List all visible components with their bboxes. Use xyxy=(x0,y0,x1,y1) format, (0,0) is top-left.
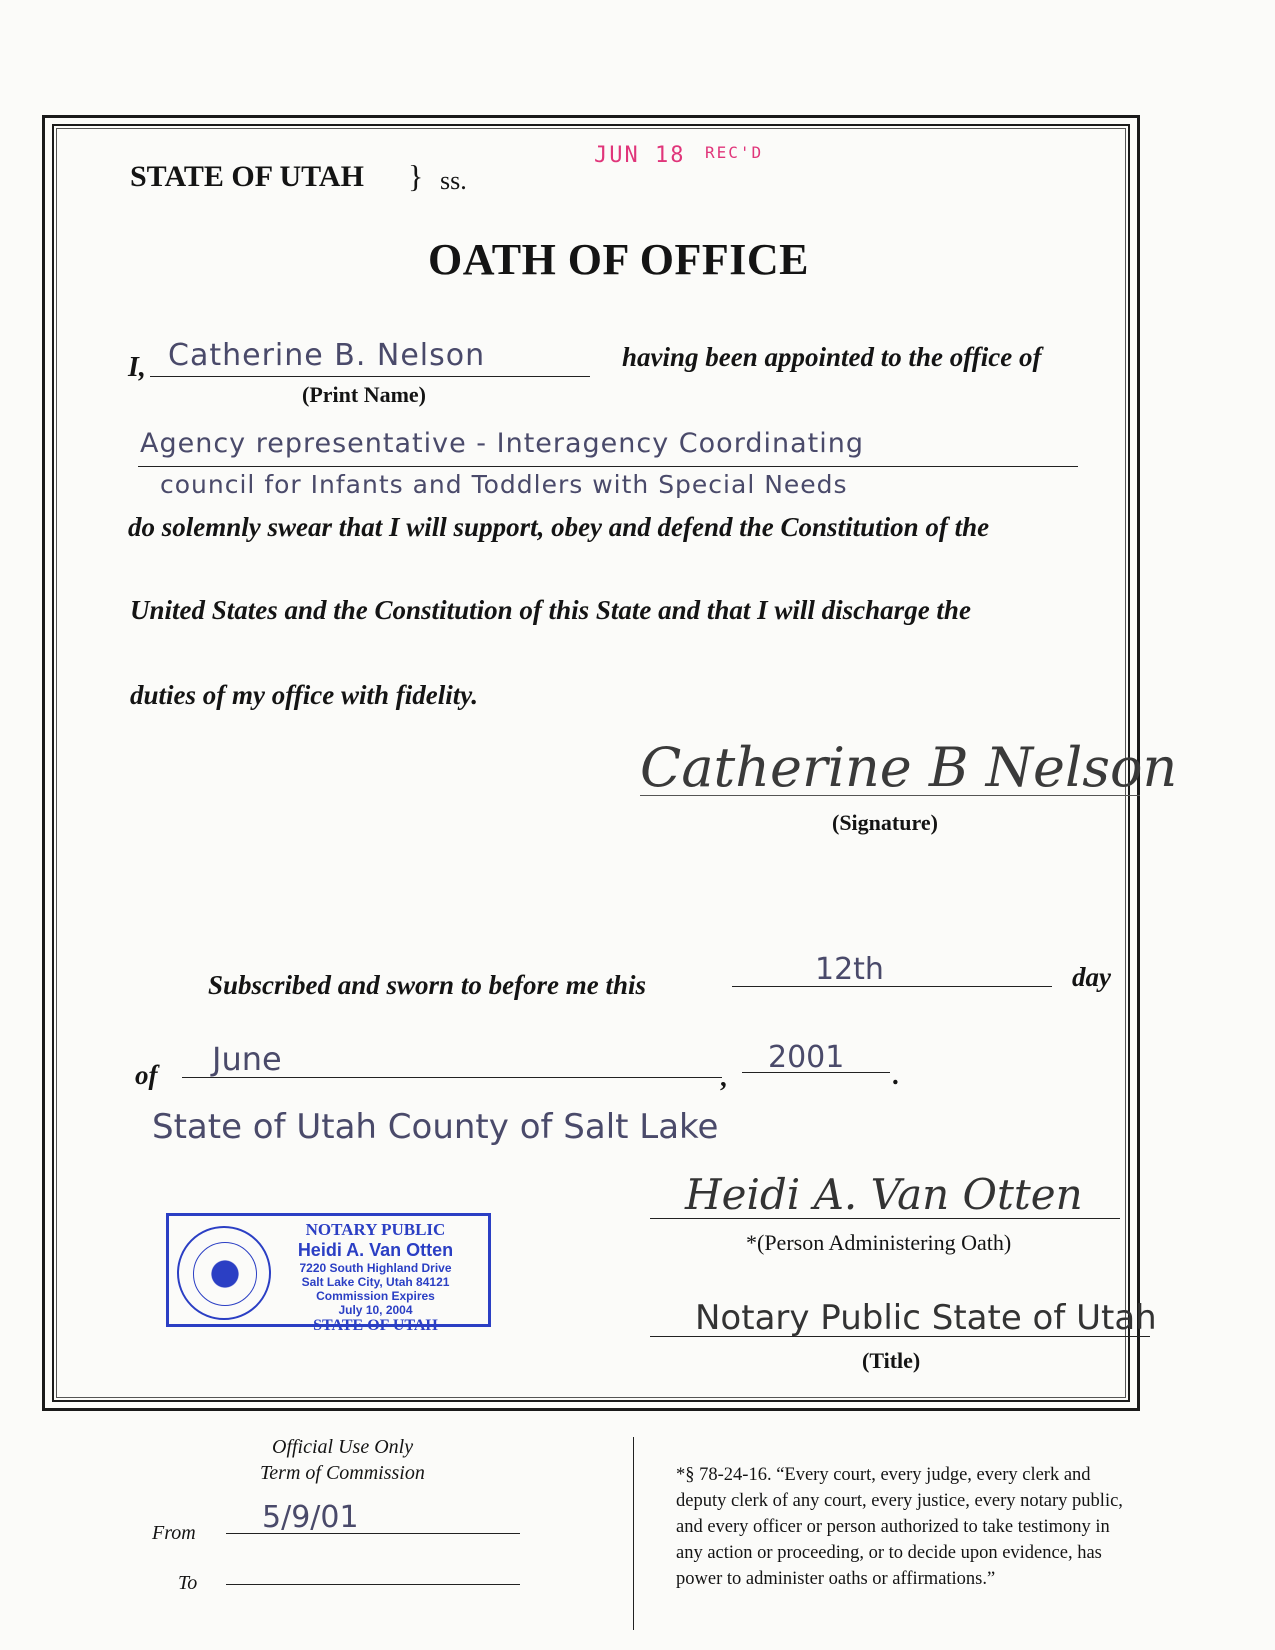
of-label: of xyxy=(135,1060,158,1090)
office-line xyxy=(138,466,1078,467)
print-name-line xyxy=(150,376,590,377)
title-handwritten: Notary Public State of Utah xyxy=(695,1298,1157,1338)
stamp-line-6: July 10, 2004 xyxy=(338,1303,413,1317)
signature-caption: (Signature) xyxy=(832,810,938,835)
state-heading: STATE OF UTAH xyxy=(130,160,364,193)
stamp-line-5: Commission Expires xyxy=(316,1289,435,1303)
divider-vertical xyxy=(633,1437,634,1630)
month-value: June xyxy=(212,1040,282,1078)
official-use-heading: Official Use Only xyxy=(272,1436,414,1458)
statute-line-5: power to administer oaths or affirmations.” xyxy=(676,1569,996,1589)
statute-note xyxy=(676,1462,1123,1592)
office-handwritten-line1: Agency representative - Interagency Coordinating xyxy=(140,428,864,459)
print-name-caption: (Print Name) xyxy=(302,382,427,407)
statute-line-3: and every officer or person authorized to take testimony in xyxy=(676,1517,1110,1537)
from-value: 5/9/01 xyxy=(262,1500,359,1535)
sworn-text: Subscribed and sworn to before me this xyxy=(208,970,647,1000)
statute-line-2: deputy clerk of any court, every justice, every notary public, xyxy=(676,1491,1123,1511)
received-stamp-date: JUN 18 xyxy=(594,143,686,168)
appointment-text: having been appointed to the office of xyxy=(622,342,1042,372)
administrator-signature: Heidi A. Van Otten xyxy=(685,1170,1083,1219)
statute-line-1: *§ 78-24-16. “Every court, every judge, every clerk and xyxy=(676,1465,1091,1485)
administrator-line xyxy=(650,1218,1120,1219)
received-stamp-label: REC'D xyxy=(705,143,764,162)
title-line xyxy=(650,1336,1150,1337)
year-comma: , xyxy=(720,1062,727,1092)
from-label: From xyxy=(152,1522,196,1544)
statute-line-4: any action or proceeding, or to decide upon evidence, has xyxy=(676,1543,1102,1563)
sworn-day-line xyxy=(732,986,1052,987)
to-label: To xyxy=(178,1572,198,1594)
stamp-line-4: Salt Lake City, Utah 84121 xyxy=(301,1275,450,1289)
stamp-line-7: STATE OF UTAH xyxy=(313,1317,438,1334)
administrator-caption: *(Person Administering Oath) xyxy=(746,1230,1012,1255)
year-line xyxy=(742,1072,890,1073)
sworn-day-label: day xyxy=(1072,962,1111,992)
stamp-line-3: 7220 South Highland Drive xyxy=(299,1261,452,1275)
term-heading: Term of Commission xyxy=(260,1462,425,1484)
notary-stamp xyxy=(166,1213,491,1334)
stamp-line-1: NOTARY PUBLIC xyxy=(305,1220,446,1239)
i-prefix: I, xyxy=(128,352,146,383)
notary-seal xyxy=(177,1226,271,1320)
oath-line-2: United States and the Constitution of this State and that I will discharge the xyxy=(130,595,971,625)
page-title: OATH OF OFFICE xyxy=(428,235,809,284)
year-value: 2001 xyxy=(768,1040,845,1075)
signature-line xyxy=(640,795,1140,796)
to-line xyxy=(226,1584,520,1585)
title-caption: (Title) xyxy=(862,1348,921,1373)
stamp-line-2: Heidi A. Van Otten xyxy=(297,1240,454,1260)
ss-label: ss. xyxy=(440,166,467,195)
year-period: . xyxy=(892,1060,899,1090)
signature-handwritten: Catherine B Nelson xyxy=(640,736,1178,799)
brace: } xyxy=(408,158,424,194)
sworn-day-value: 12th xyxy=(815,952,884,987)
oath-line-3: duties of my office with fidelity. xyxy=(130,680,478,710)
office-handwritten-line2: council for Infants and Toddlers with Special Needs xyxy=(160,470,848,499)
month-line xyxy=(182,1077,722,1078)
from-line xyxy=(226,1533,520,1534)
venue-handwritten: State of Utah County of Salt Lake xyxy=(152,1107,719,1147)
oath-line-1: do solemnly swear that I will support, obey and defend the Constitution of the xyxy=(128,512,990,542)
print-name-handwritten: Catherine B. Nelson xyxy=(168,338,486,373)
